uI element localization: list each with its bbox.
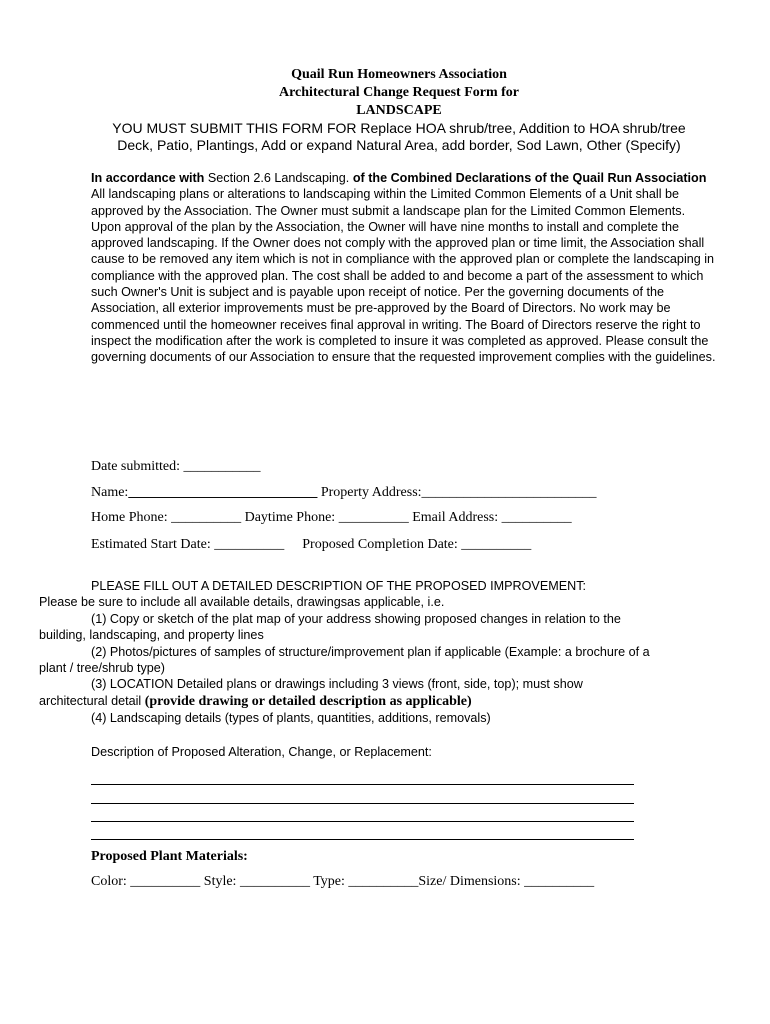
phone-email-row[interactable]: Home Phone: __________ Daytime Phone: __________ Email Address: __________: [91, 510, 572, 525]
dates-row: [91, 537, 531, 553]
submit-notice-line-2: Deck, Patio, Plantings, Add or expand Natural Area, add border, Sod Lawn, Other (Specify): [117, 137, 681, 153]
instruction-item-4: (4) Landscaping details (types of plants, quantities, additions, removals): [91, 711, 491, 726]
intro-section-ref: Section 2.6 Landscaping.: [204, 171, 353, 185]
form-title: Architectural Change Request Form for: [278, 85, 520, 100]
instruction-item-3: (3) LOCATION Detailed plans or drawings including 3 views (front, side, top); must show: [91, 677, 583, 692]
name-field[interactable]: ___________________________: [128, 485, 318, 500]
name-address-row: [91, 485, 597, 501]
description-line-2[interactable]: [91, 803, 634, 804]
instruction-item-2: (2) Photos/pictures of samples of structure/improvement plan if applicable (Example: a brochure of a: [91, 644, 650, 659]
description-line-4[interactable]: [91, 839, 634, 840]
instructions-block: [39, 578, 729, 727]
form-header: [0, 66, 770, 154]
description-label: Description of Proposed Alteration, Change, or Replacement:: [91, 745, 432, 759]
submit-notice-line-1: YOU MUST SUBMIT THIS FORM FOR Replace HOA shrub/tree, Addition to HOA shrub/tree: [112, 120, 686, 136]
start-date-field[interactable]: Estimated Start Date: __________: [91, 537, 285, 552]
description-line-3[interactable]: [91, 821, 634, 822]
property-address-field[interactable]: Property Address:_________________________: [317, 485, 597, 500]
instruction-item-2-cont: plant / tree/shrub type): [39, 661, 166, 676]
instructions-line: Please be sure to include all available details, drawingsas applicable, i.e.: [39, 595, 445, 610]
description-line-1[interactable]: [91, 784, 634, 785]
plant-materials-fields[interactable]: Color: __________ Style: __________ Type: __________Size/ Dimensions: __________: [91, 874, 595, 889]
date-submitted-field[interactable]: Date submitted: ___________: [91, 459, 261, 474]
intro-declarations: of the Combined Declarations of the Quail Run Association: [352, 171, 707, 185]
instruction-item-3-bold: (provide drawing or detailed description as applicable): [144, 693, 472, 709]
intro-body: All landscaping plans or alterations to landscaping within the Limited Common Elements of a Unit shall be approved by the Association. The Owner must submit a landscape plan for the Limited Common Elements. Upon approval of the plan by the Association, the Owner will have nine months to install and complete the approved landscaping. If the Owner does not comply with the approved plan or time limit, the Association shall cause to be removed any item which is not in compliance with the approved plan or complete the landscaping in compliance with the approved plan. The cost shall be added to and become a part of the assessment to which such Owner's Unit is subject and is payable upon receipt of notice. Per the governing documents of the Association, all exterior improvements must be pre-approved by the Board of Directors. No work may be commenced until the homeowner receives final approval in writing. The Board of Directors reserve the right to inspect the modification after the work is completed to insure it was completed as approved. Please consult the governing documents of our Association to ensure that the requested improvement complies with the guidelines.: [91, 187, 716, 365]
name-label: Name:: [91, 485, 129, 500]
plant-materials-title: Proposed Plant Materials:: [91, 849, 248, 864]
instruction-item-3-cont: architectural detail: [39, 693, 145, 708]
intro-lead: In accordance with: [91, 171, 205, 185]
instruction-item-1-cont: building, landscaping, and property lines: [39, 628, 264, 643]
association-title: Quail Run Homeowners Association: [291, 67, 507, 82]
instructions-heading: PLEASE FILL OUT A DETAILED DESCRIPTION OF THE PROPOSED IMPROVEMENT:: [91, 579, 586, 593]
intro-paragraph: [91, 170, 716, 366]
instruction-item-1: (1) Copy or sketch of the plat map of your address showing proposed changes in relation to the: [91, 611, 621, 626]
completion-date-field[interactable]: Proposed Completion Date: __________: [302, 537, 532, 552]
form-type-title: LANDSCAPE: [356, 103, 442, 118]
